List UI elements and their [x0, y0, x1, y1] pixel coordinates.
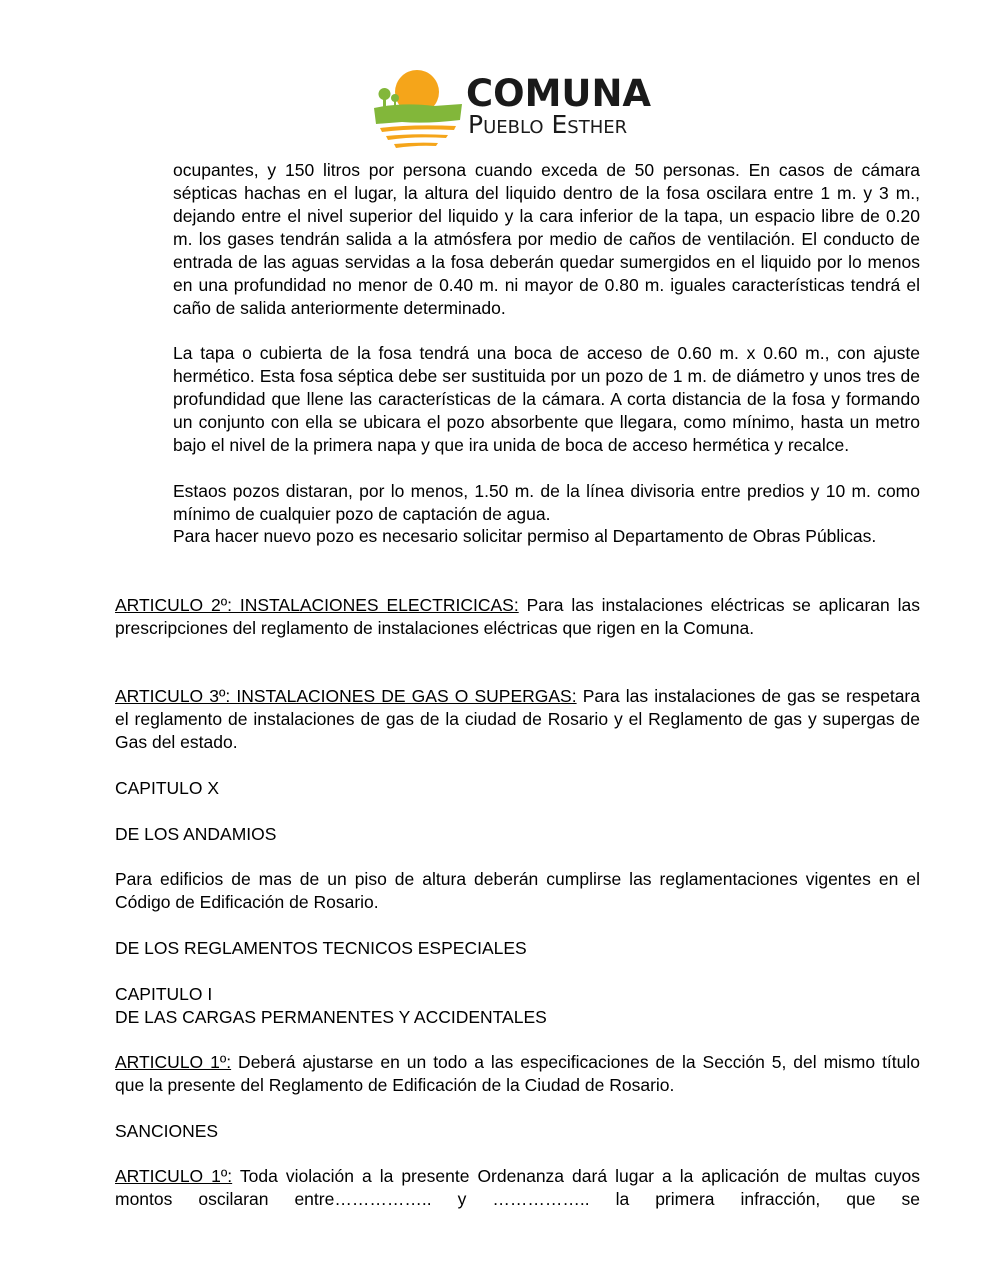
capitulo-x-heading: CAPITULO X — [115, 778, 220, 798]
articulo-2 — [115, 594, 920, 640]
articulo-1-sanciones — [115, 1165, 920, 1211]
capitulo-i-heading: CAPITULO I — [115, 984, 213, 1004]
comuna-logo — [372, 64, 672, 154]
articulo-1-cargas — [115, 1051, 920, 1097]
articulo-3 — [115, 685, 920, 754]
paragraph-pozos-distancia: Estaos pozos distaran, por lo menos, 1.50 m. de la línea divisoria entre predios y 10 m. como mínimo de cualquier pozo de captación de agua. — [173, 481, 920, 524]
reglamentos-heading: DE LOS REGLAMENTOS TECNICOS ESPECIALES — [115, 938, 527, 958]
articulo-1-cargas-heading: ARTICULO 1º: — [115, 1052, 232, 1072]
sanciones-heading: SANCIONES — [115, 1121, 219, 1141]
articulo-3-heading: ARTICULO 3º: INSTALACIONES DE GAS O SUPERGAS: — [115, 686, 577, 706]
cargas-heading: DE LAS CARGAS PERMANENTES Y ACCIDENTALES — [115, 1007, 547, 1027]
articulo-1-cargas-body: Deberá ajustarse en un todo a las especificaciones de la Sección 5, del mismo título que la presente del Reglamento de Edificación de la Ciudad de Rosario. — [115, 1052, 921, 1095]
articulo-1-sanciones-heading: ARTICULO 1º: — [115, 1166, 233, 1186]
andamios-heading: DE LOS ANDAMIOS — [115, 824, 277, 844]
articulo-1-sanciones-body: Toda violación a la presente Ordenanza dará lugar a la aplicación de multas cuyos montos oscilaran entre…………….. y …………….. la primera infracción, que se — [115, 1166, 920, 1209]
articulo-2-heading: ARTICULO 2º: INSTALACIONES ELECTRICICAS: — [115, 595, 519, 615]
paragraph-nuevo-pozo: Para hacer nuevo pozo es necesario solicitar permiso al Departamento de Obras Públicas. — [173, 526, 877, 546]
articulo-2-body: Para las instalaciones eléctricas se aplicaran las prescripciones del reglamento de instalaciones eléctricas que rigen en la Comuna. — [115, 595, 921, 638]
paragraph-camara-septica: ocupantes, y 150 litros por persona cuando exceda de 50 personas. En casos de cámara sépticas hachas en el lugar, la altura del liquido dentro de la fosa oscilara entre 1 m. y 3 m., dejando entre el nivel superior del liquido y la cara inferior de la tapa, un espacio libre de 0.20 m. los gases tendrán salida a la atmósfera por medio de caños de ventilación. El conducto de entrada de las aguas servidas a la fosa deberán quedar sumergidos en el liquido por lo menos en una profundidad no menor de 0.40 m. ni mayor de 0.80 m. iguales características tendrá el caño de salida anteriormente determinado. — [173, 160, 920, 318]
andamios-paragraph: Para edificios de mas de un piso de altura deberán cumplirse las reglamentaciones vigentes en el Código de Edificación de Rosario. — [115, 869, 920, 912]
logo-subtitle: Pueblo Esther — [468, 110, 628, 139]
logo-title: COMUNA — [466, 72, 652, 115]
paragraph-tapa-fosa: La tapa o cubierta de la fosa tendrá una boca de acceso de 0.60 m. x 0.60 m., con ajuste hermético. Esta fosa séptica debe ser sustituida por un pozo de 1 m. de diámetro y unos tres de profundidad que llene las características de la cámara. A corta distancia de la fosa y formando un conjunto con ella se ubicara el pozo absorbente que llegara, como mínimo, hasta un metro bajo el nivel de la primera napa y que ira unida de boca de acceso hermética y recalce. — [173, 343, 920, 455]
sun-landscape-icon — [372, 64, 464, 154]
articulo-3-body: Para las instalaciones de gas se respetara el reglamento de instalaciones de gas de la ciudad de Rosario y el Reglamento de gas y supergas de Gas del estado. — [115, 686, 920, 752]
